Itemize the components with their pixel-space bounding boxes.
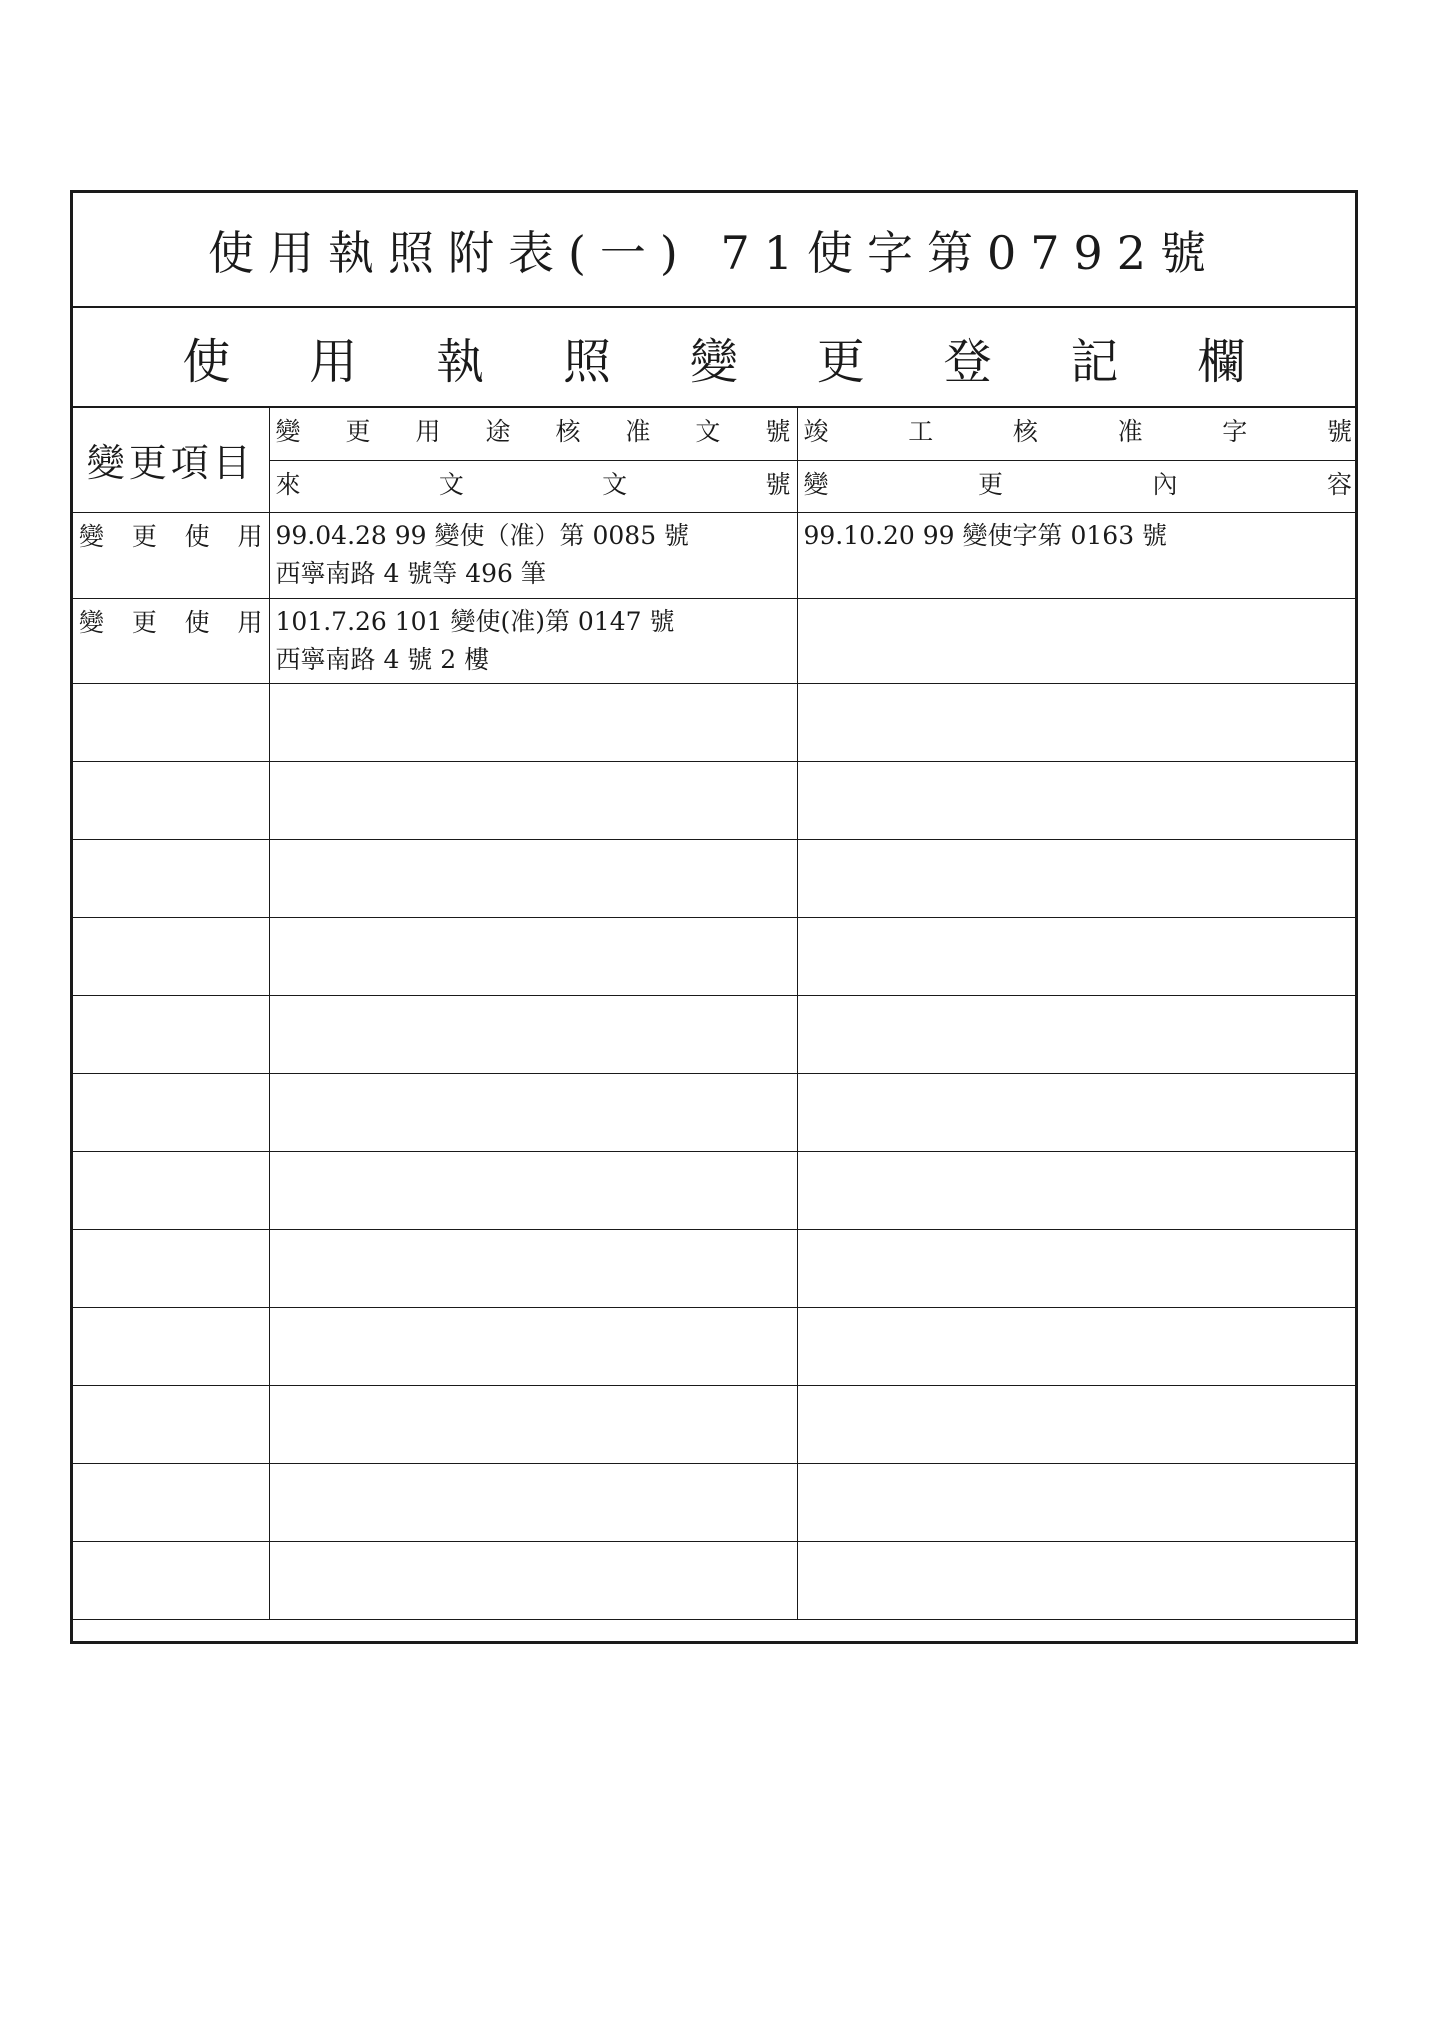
empty-cell xyxy=(73,1463,269,1541)
empty-cell xyxy=(797,1463,1358,1541)
empty-table-row xyxy=(73,1229,1358,1307)
section-title-char: 變 xyxy=(689,333,738,390)
empty-cell xyxy=(269,1463,797,1541)
address-text: 西寧南路 4 號 2 樓 xyxy=(275,644,490,674)
empty-table-row xyxy=(73,1073,1358,1151)
empty-cell xyxy=(73,1385,269,1463)
header-row-top xyxy=(73,408,1358,460)
approval-number-text: 99.04.28 99 變使（准）第 0085 號 xyxy=(275,520,690,550)
section-title-char: 記 xyxy=(1070,333,1119,390)
completion-number-cell xyxy=(797,512,1358,598)
empty-cell xyxy=(73,917,269,995)
header-incoming-number: 來 文 文 號 xyxy=(269,460,797,512)
table-row xyxy=(73,512,1358,598)
empty-table-row xyxy=(73,839,1358,917)
empty-cell xyxy=(269,1385,797,1463)
empty-table-row xyxy=(73,1541,1358,1619)
empty-cell xyxy=(797,1385,1358,1463)
completion-number-text: 99.10.20 99 變使字第 0163 號 xyxy=(803,520,1168,550)
empty-cell xyxy=(269,995,797,1073)
empty-cell xyxy=(797,1541,1358,1619)
empty-table-row xyxy=(73,995,1358,1073)
empty-cell xyxy=(73,839,269,917)
empty-cell xyxy=(269,839,797,917)
empty-cell xyxy=(797,761,1358,839)
section-title-char: 更 xyxy=(816,333,865,390)
empty-cell xyxy=(269,683,797,761)
completion-number-cell xyxy=(797,598,1358,683)
approval-number-cell xyxy=(269,512,797,598)
empty-table-row xyxy=(73,1307,1358,1385)
empty-cell xyxy=(73,1073,269,1151)
empty-cell xyxy=(73,1229,269,1307)
empty-cell xyxy=(73,1151,269,1229)
section-title-char: 照 xyxy=(563,333,612,390)
empty-table-row xyxy=(73,1385,1358,1463)
section-title-char: 使 xyxy=(182,333,231,390)
empty-cell xyxy=(797,683,1358,761)
empty-cell xyxy=(797,1307,1358,1385)
empty-cell xyxy=(73,1541,269,1619)
empty-table-row xyxy=(73,761,1358,839)
empty-cell xyxy=(797,1151,1358,1229)
empty-cell xyxy=(73,995,269,1073)
section-title-char: 用 xyxy=(309,333,358,390)
header-approval-number: 變 更 用 途 核 准 文 號 xyxy=(269,408,797,460)
empty-table-row xyxy=(73,917,1358,995)
section-title-char: 登 xyxy=(943,333,992,390)
empty-cell xyxy=(269,1307,797,1385)
empty-cell xyxy=(269,1073,797,1151)
change-item-cell: 變 更 使 用 xyxy=(73,512,269,598)
empty-cell xyxy=(269,1151,797,1229)
section-title xyxy=(73,308,1355,408)
empty-cell xyxy=(797,995,1358,1073)
section-title-char: 欄 xyxy=(1197,333,1246,390)
empty-cell xyxy=(269,1541,797,1619)
section-title-char: 執 xyxy=(436,333,485,390)
empty-cell xyxy=(269,1229,797,1307)
empty-table-row xyxy=(73,1463,1358,1541)
empty-cell xyxy=(797,917,1358,995)
empty-cell xyxy=(73,761,269,839)
table-row xyxy=(73,598,1358,683)
header-change-content: 變 更 內 容 xyxy=(797,460,1358,512)
approval-number-text: 101.7.26 101 變使(准)第 0147 號 xyxy=(275,606,675,636)
document-title: 使用執照附表(一) 71使字第0792號 xyxy=(73,193,1355,308)
approval-number-cell xyxy=(269,598,797,683)
header-change-item: 變更項目 xyxy=(73,408,269,512)
change-item-cell: 變 更 使 用 xyxy=(73,598,269,683)
empty-cell xyxy=(73,683,269,761)
empty-cell xyxy=(797,839,1358,917)
address-text: 西寧南路 4 號等 496 筆 xyxy=(275,558,546,588)
empty-table-row xyxy=(73,683,1358,761)
permit-annex-sheet xyxy=(70,190,1358,1644)
empty-cell xyxy=(73,1307,269,1385)
change-registry-table xyxy=(73,408,1358,1620)
empty-cell xyxy=(797,1229,1358,1307)
empty-cell xyxy=(797,1073,1358,1151)
empty-cell xyxy=(269,917,797,995)
empty-cell xyxy=(269,761,797,839)
empty-table-row xyxy=(73,1151,1358,1229)
header-completion-number: 竣 工 核 准 字 號 xyxy=(797,408,1358,460)
